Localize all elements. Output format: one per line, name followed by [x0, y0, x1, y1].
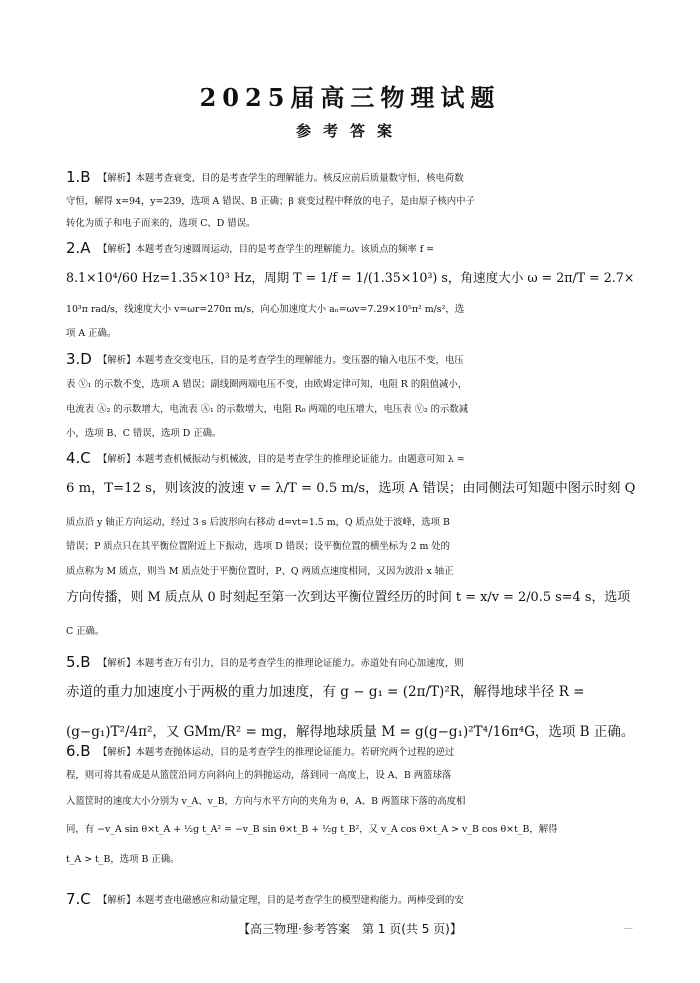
page-subtitle: 参考答案: [295, 122, 404, 140]
explanation-line: 项 A 正确。: [66, 328, 117, 339]
explanation-line: (g−g₁)T²/4π²，又 GMm/R² = mg，解得地球质量 M = g(g−g₁)²T⁴/16π⁴G，选项 B 正确。: [66, 724, 635, 740]
footer-mark: —: [624, 924, 633, 934]
explanation-line: 方向传播，则 M 质点从 0 时刻起至第一次到达平衡位置经历的时间 t = x/v = 2/0.5 s=4 s，选项: [66, 590, 631, 605]
answer-number: 6.B: [66, 742, 91, 760]
explanation-line: 小，选项 B、C 错误，选项 D 正确。: [66, 428, 222, 439]
explanation-line: 电流表 Ⓐ₂ 的示数增大，电流表 Ⓐ₁ 的示数增大，电阻 R₀ 两端的电压增大，电压表 Ⓥ₂ 的示数减: [66, 404, 469, 415]
explanation-line: 入篮筐时的速度大小分别为 v_A、v_B，方向与水平方向的夹角为 θ，A、B 两篮球下落的高度相: [66, 796, 466, 807]
answer-number: 7.C: [66, 890, 91, 908]
explanation-line: 【解析】本题考查交变电压，目的是考查学生的理解能力。变压器的输入电压不变，电压: [98, 355, 464, 366]
explanation-line: 质点沿 y 轴正方向运动，经过 3 s 后波形向右移动 d=vt=1.5 m，Q 质点处于波峰，选项 B: [66, 517, 450, 528]
explanation-line: 8.1×10⁴/60 Hz=1.35×10³ Hz，周期 T = 1/f = 1/(1.35×10³) s，角速度大小 ω = 2π/T = 2.7×: [66, 270, 635, 285]
explanation-line: 同，有 −v_A sin θ×t_A + ½g t_A² = −v_B sin θ×t_B + ½g t_B²，又 v_A cos θ×t_A > v_B cos θ×t_B，解得: [66, 824, 558, 835]
explanation-line: 赤道的重力加速度小于两极的重力加速度，有 g − g₁ = (2π/T)²R，解得地球半径 R =: [66, 684, 585, 700]
explanation-line: 【解析】本题考查电磁感应和动量定理，目的是考查学生的模型建构能力。两棒受到的安: [98, 895, 464, 906]
explanation-line: 表 Ⓥ₁ 的示数不变，选项 A 错误；副线圈两端电压不变，由欧姆定律可知，电阻 R 的阻值减小，: [66, 379, 468, 390]
explanation-line: 【解析】本题考查衰变，目的是考查学生的理解能力。核反应前后质量数守恒，核电荷数: [98, 173, 464, 184]
explanation-line: 6 m，T=12 s，则该波的波速 v = λ/T = 0.5 m/s，选项 A 错误；由同侧法可知题中图示时刻 Q: [66, 481, 636, 496]
answer-number: 4.C: [66, 449, 91, 467]
page-footer: 【高三物理·参考答案 第 1 页(共 5 页)】: [238, 922, 462, 936]
explanation-line: 10³π rad/s，线速度大小 v=ωr=270π m/s，向心加速度大小 aₙ=ωv=7.29×10⁵π² m/s²，选: [66, 304, 465, 315]
page-title: 2025届高三物理试题: [199, 83, 501, 112]
explanation-line: 守恒，解得 x=94，y=239，选项 A 错误、B 正确；β 衰变过程中释放的电子，是由原子核内中子: [66, 196, 475, 207]
explanation-line: 程，则可将其看成是从篮筐沿同方向斜向上的斜抛运动，落到同一高度上，设 A、B 两篮球落: [66, 770, 452, 781]
explanation-line: C 正确。: [66, 626, 105, 637]
answer-number: 3.D: [66, 350, 92, 368]
answer-number: 1.B: [66, 168, 91, 186]
explanation-line: 【解析】本题考查匀速圆周运动，目的是考查学生的理解能力。该质点的频率 f =: [98, 244, 435, 255]
answer-number: 5.B: [66, 653, 91, 671]
explanation-line: 【解析】本题考查万有引力，目的是考查学生的推理论证能力。赤道处有向心加速度，则: [98, 658, 464, 669]
answer-number: 2.A: [66, 239, 91, 257]
explanation-line: 【解析】本题考查抛体运动，目的是考查学生的推理论证能力。若研究两个过程的逆过: [98, 747, 455, 758]
explanation-line: t_A > t_B，选项 B 正确。: [66, 854, 180, 865]
explanation-line: 质点称为 M 质点，则当 M 质点处于平衡位置时，P、Q 两质点速度相同，又因为波沿 x 轴正: [66, 566, 454, 577]
explanation-line: 错误；P 质点只在其平衡位置附近上下振动，选项 D 错误；设平衡位置的横坐标为 2 m 处的: [66, 541, 451, 552]
explanation-line: 转化为质子和电子而来的，选项 C、D 错误。: [66, 218, 256, 229]
explanation-line: 【解析】本题考查机械振动与机械波，目的是考查学生的推理论证能力。由题意可知 λ =: [98, 454, 465, 465]
